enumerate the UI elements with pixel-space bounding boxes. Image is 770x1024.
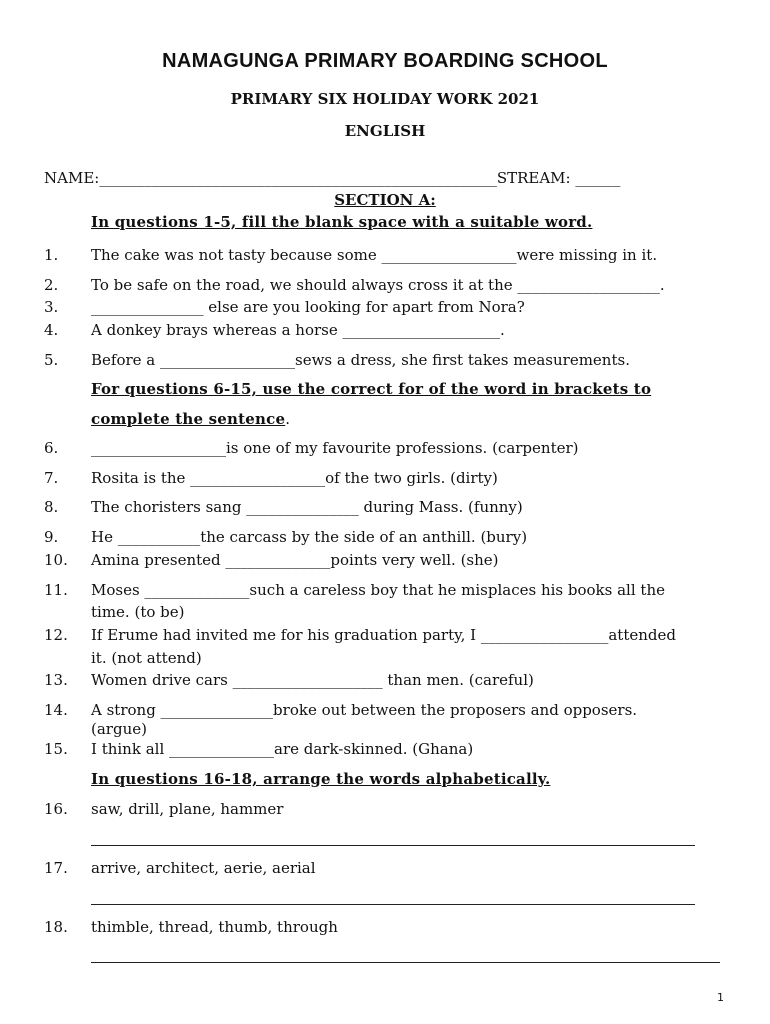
answer-line: [91, 904, 695, 905]
question-text: He ___________the carcass by the side of an anthill. (bury): [91, 528, 528, 546]
question-number: 11.: [44, 581, 68, 599]
instruction-q6-15-text: complete the sentence: [91, 410, 286, 428]
question-text: _______________ else are you looking for apart from Nora?: [91, 298, 525, 316]
question-number: 6.: [44, 439, 59, 457]
question-number: 3.: [44, 298, 59, 316]
question-text: saw, drill, plane, hammer: [91, 800, 284, 818]
question-number: 17.: [44, 859, 68, 877]
holiday-work-title: PRIMARY SIX HOLIDAY WORK 2021: [230, 90, 540, 108]
page-number: 1: [717, 991, 724, 1004]
question-text: To be safe on the road, we should always cross it at the ___________________.: [91, 276, 665, 294]
question-number: 10.: [44, 551, 68, 569]
question-number: 2.: [44, 276, 59, 294]
instruction-q6-15-line1: For questions 6-15, use the correct for of the word in brackets to: [91, 380, 652, 398]
subject-title: ENGLISH: [344, 122, 426, 140]
question-text: arrive, architect, aerie, aerial: [91, 859, 316, 877]
question-number: 9.: [44, 528, 59, 546]
question-number: 1.: [44, 246, 59, 264]
question-number: 12.: [44, 626, 68, 644]
question-number: 4.: [44, 321, 59, 339]
instruction-period: .: [285, 410, 290, 428]
question-text: thimble, thread, thumb, through: [91, 918, 338, 936]
school-name: NAMAGUNGA PRIMARY BOARDING SCHOOL: [162, 50, 608, 72]
question-text: A strong _______________broke out between the proposers and opposers.: [91, 701, 638, 719]
question-text-continued: (argue): [91, 720, 147, 738]
answer-line: [91, 962, 720, 963]
instruction-q6-15-line2: [91, 410, 290, 428]
instruction-q16-18: In questions 16-18, arrange the words alphabetically.: [91, 770, 551, 788]
instruction-q1-5: In questions 1-5, fill the blank space with a suitable word.: [91, 213, 593, 231]
question-text-continued: it. (not attend): [91, 649, 202, 667]
question-text: __________________is one of my favourite professions. (carpenter): [91, 439, 579, 457]
section-a-heading: SECTION A:: [334, 191, 436, 209]
name-stream-line: NAME:_____________________________________________________STREAM: ______: [44, 169, 621, 187]
question-text: I think all ______________are dark-skinned. (Ghana): [91, 740, 474, 758]
question-text: If Erume had invited me for his graduation party, I _________________attended: [91, 626, 676, 644]
question-number: 8.: [44, 498, 59, 516]
question-text: The cake was not tasty because some __________________were missing in it.: [91, 246, 658, 264]
question-number: 16.: [44, 800, 68, 818]
question-text: Moses ______________such a careless boy that he misplaces his books all the: [91, 581, 665, 599]
question-text: The choristers sang _______________ during Mass. (funny): [91, 498, 523, 516]
question-text: A donkey brays whereas a horse _____________________.: [91, 321, 505, 339]
question-number: 7.: [44, 469, 59, 487]
question-number: 18.: [44, 918, 68, 936]
question-text: Women drive cars ____________________ than men. (careful): [91, 671, 534, 689]
question-text: Before a __________________sews a dress, she first takes measurements.: [91, 351, 630, 369]
question-text: Amina presented ______________points very well. (she): [91, 551, 499, 569]
answer-line: [91, 845, 695, 846]
question-text: Rosita is the __________________of the two girls. (dirty): [91, 469, 498, 487]
question-text-continued: time. (to be): [91, 603, 185, 621]
question-number: 14.: [44, 701, 68, 719]
question-number: 5.: [44, 351, 59, 369]
question-number: 13.: [44, 671, 68, 689]
question-number: 15.: [44, 740, 68, 758]
